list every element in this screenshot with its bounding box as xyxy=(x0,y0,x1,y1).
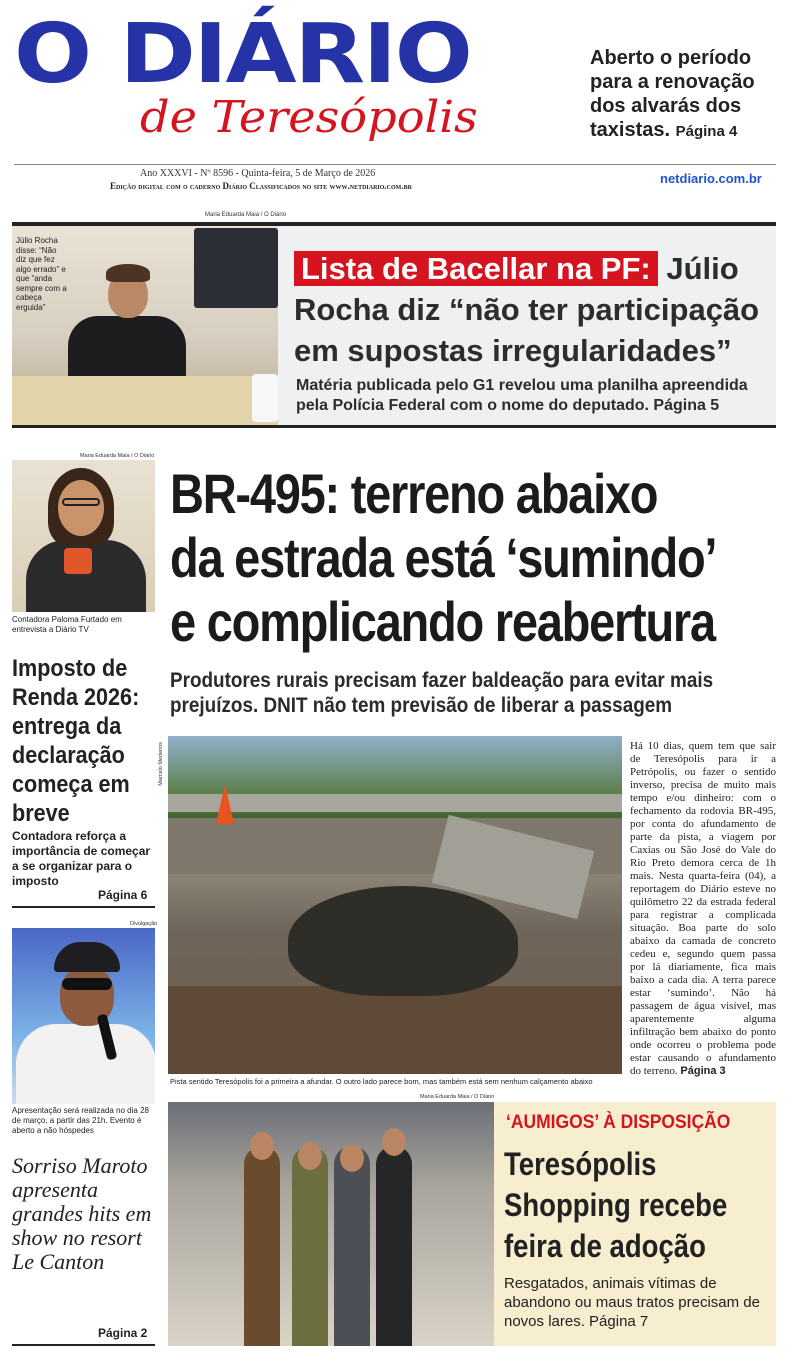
left-page-ref-1[interactable]: Página 6 xyxy=(98,888,148,902)
edition-line: Ano XXXVI - Nº 8596 - Quinta-feira, 5 de Março de 2026 xyxy=(140,168,376,179)
logo-subtitle: de Teresópolis xyxy=(140,92,478,143)
studio-mic xyxy=(252,374,278,422)
logo-main: O DIÁRIO xyxy=(14,7,471,102)
person-head xyxy=(250,1132,274,1160)
person xyxy=(292,1146,328,1346)
left-photo-caption-2: Apresentação será realizada no dia 28 de março, a partir das 21h. Evento é aberto a não hóspedes xyxy=(12,1106,149,1135)
left-photo-credit-2: Divulgação xyxy=(130,921,158,927)
studio-desk xyxy=(12,376,278,425)
bottom-kicker: ‘AUMIGOS’ À DISPOSIÇÃO xyxy=(506,1112,731,1133)
road-collapse-photo xyxy=(168,736,622,1074)
site-link[interactable]: netdiario.com.br xyxy=(660,171,762,186)
header-teaser[interactable] xyxy=(590,46,780,144)
main-body-text: Há 10 dias, quem tem que sair de Teresópolis para ir a Petrópolis, ou fazer o sentido inverso, precisa de muito mais tempo e/ou dinheiro: com o fechamento da rodovia BR-495, por conta do afundamento de parte da pista, a viagem por Caxias ou São José do Vale do Rio Preto demora cerca de 1h mais. Nesta quarta-feira (04), a reportagem do Diário esteve no quilômetro 22 da estrada federal para registrar a complicada situação. Boa parte do solo abaixo da camada de concreto cedeu e, segundo quem passa por lá diariamente, fica mais baixo a cada dia. A terra parece estar ‘sumindo’. Não há passagem de água visível, mas aparentemente alguma infiltração bem abaixo do ponto onde ocorreu o problema pode estar causando o afundamento do terreno. xyxy=(630,740,776,1077)
person-hair xyxy=(106,264,150,282)
header-teaser-page: Página 4 xyxy=(675,123,738,140)
person-head xyxy=(340,1144,364,1172)
soil xyxy=(168,986,622,1074)
singer-photo xyxy=(12,928,155,1104)
person xyxy=(244,1146,280,1346)
left-headline-1[interactable]: Imposto de Renda 2026: entrega da declaração começa em breve xyxy=(12,655,140,827)
left-photo-credit-1: Maria Eduarda Maia / O Diário xyxy=(80,453,155,459)
top-headline-text: Júlio Rocha diz “não ter participação em supostas irregularidades” xyxy=(294,251,760,368)
top-deck: Matéria publicada pelo G1 revelou uma planilha apreendida pela Polícia Federal com o nome do deputado. Página 5 xyxy=(296,377,748,414)
top-photo-caption: Júlio Rocha disse: “Não diz que fez algo errado” e que “anda sempre com a cabeça erguida” xyxy=(16,236,67,312)
main-headline[interactable] xyxy=(170,462,717,654)
person xyxy=(334,1146,370,1346)
hat-icon xyxy=(54,942,120,972)
left-deck-1: Contadora reforça a importância de começar a se organizar para o imposto xyxy=(12,829,151,888)
accountant-photo xyxy=(12,460,155,612)
top-kicker: Lista de Bacellar na PF: xyxy=(294,251,658,286)
masthead xyxy=(0,0,790,200)
main-body xyxy=(630,740,776,1078)
main-headline-line-3: e complicando reabertura xyxy=(170,590,715,653)
left-divider-2 xyxy=(12,1344,155,1346)
bottom-deck: Resgatados, animais vítimas de abandono ou maus tratos precisam de novos lares. Página 7 xyxy=(504,1275,760,1330)
person-head xyxy=(382,1128,406,1156)
person-head xyxy=(298,1142,322,1170)
adoption-fair-photo xyxy=(168,1102,494,1346)
bottom-headline[interactable]: Teresópolis Shopping recebe feira de adoção xyxy=(504,1146,728,1264)
main-headline-line-2: da estrada está ‘sumindo’ xyxy=(170,526,717,589)
sinkhole xyxy=(288,886,518,996)
top-headline-wrap xyxy=(294,248,776,371)
person-shirt xyxy=(16,1024,155,1104)
main-headline-line-1: BR-495: terreno abaixo xyxy=(170,462,658,525)
left-page-ref-2[interactable]: Página 2 xyxy=(98,1326,148,1340)
tv-screen xyxy=(194,228,278,308)
main-photo-caption: Pista sentido Teresópolis foi a primeira a afundar. O outro lado parece bom, mas também está sem nenhum calçamento abaixo xyxy=(170,1077,593,1086)
person xyxy=(376,1146,412,1346)
bottom-photo-credit: Maria Eduarda Maia / O Diário xyxy=(420,1094,495,1100)
road-barrier xyxy=(168,794,622,812)
top-story-photo xyxy=(12,226,278,425)
main-photo-credit: Marcelo Medeiros xyxy=(158,742,164,786)
top-photo-credit: Maria Eduarda Maia / O Diário xyxy=(205,212,287,218)
person-face xyxy=(58,480,104,536)
masthead-rule xyxy=(14,164,776,165)
left-divider-1 xyxy=(12,906,155,908)
digital-edition-line: Edição digital com o caderno Diário Classificados no site www.netdiario.com.br xyxy=(110,181,412,191)
microphone-icon xyxy=(64,548,92,574)
left-photo-caption-1: Contadora Paloma Furtado em entrevista a Diário TV xyxy=(12,615,122,634)
sunglasses-icon xyxy=(62,978,112,990)
left-headline-2[interactable]: Sorriso Maroto apresenta grandes hits em show no resort Le Canton xyxy=(12,1153,152,1274)
main-page-ref[interactable]: Página 3 xyxy=(680,1065,726,1077)
main-deck: Produtores rurais precisam fazer baldeação para evitar mais prejuízos. DNIT não tem previsão de liberar a passagem xyxy=(170,669,714,717)
glasses-icon xyxy=(62,498,100,506)
header-teaser-text: Aberto o período para a renovação dos alvarás dos taxistas. xyxy=(590,47,755,141)
